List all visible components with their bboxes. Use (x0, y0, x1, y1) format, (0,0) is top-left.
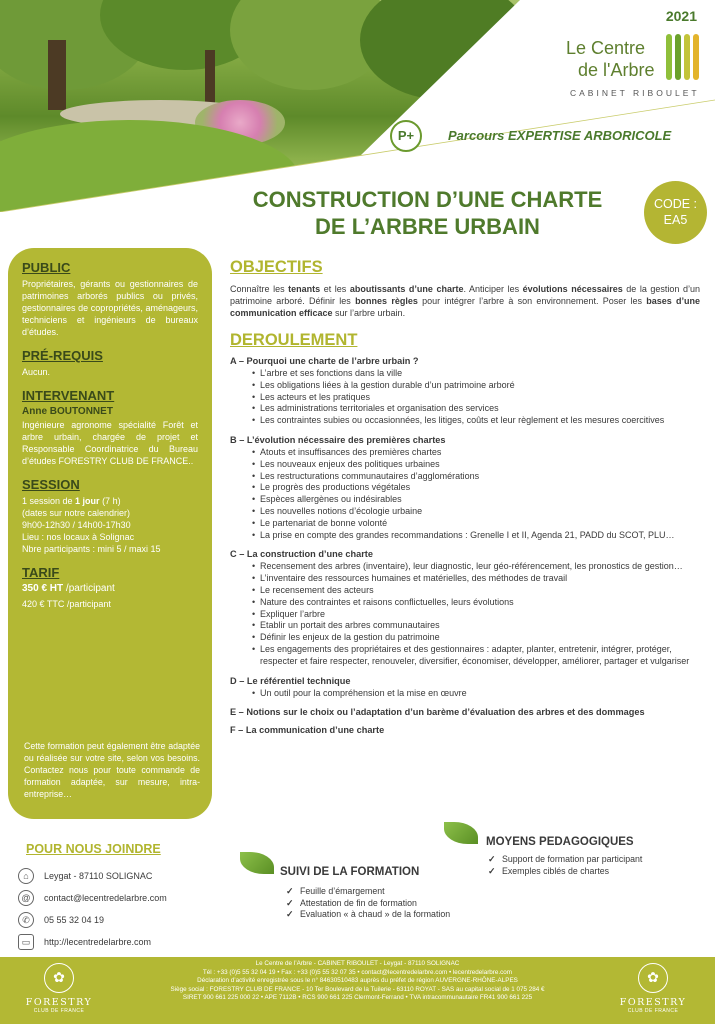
deroulement-section-title: D – Le référentiel technique (230, 675, 351, 686)
title-line2: DE L’ARBRE URBAIN (315, 214, 540, 239)
deroulement-item: • L’arbre et ses fonctions dans la ville (252, 368, 700, 380)
objectifs-text: Connaître les tenants et les aboutissants d’une charte. Anticiper les évolutions nécessaires de la gestion d’un patrimoine arboré. Définir les bonnes règles pour intégrer l’arbre à son environnement. Poser les bases d’une communication efficace sur l’arbre urbain. (230, 284, 701, 318)
contact-web-link[interactable]: http://lecentredelarbre.com (44, 937, 152, 947)
deroulement-list (230, 356, 700, 735)
footer-line: SIRET 900 661 225 000 22 • APE 7112B • RCS 900 661 225 Clermont-Ferrand • TVA intracommunautaire FR41 900 661 225 (182, 994, 533, 1002)
footer-brand-sub: CLUB DE FRANCE (33, 1008, 85, 1014)
deroulement-item: • Les nouveaux enjeux des politiques urbaines (252, 459, 700, 471)
deroulement-item: • La prise en compte des grandes recommandations : Grenelle I et II, Agenda 21, PADD du SCOT, PLU… (252, 530, 700, 542)
deroulement-item: • Les obligations liées à la gestion durable d’un patrimoine arboré (252, 380, 700, 392)
public-heading: PUBLIC (22, 260, 71, 275)
email-icon: @ (18, 890, 34, 906)
logo-line2: de l'Arbre (578, 60, 655, 80)
code-badge (644, 181, 707, 244)
contact-phone[interactable]: 05 55 32 04 19 (44, 915, 105, 925)
deroulement-item: • Le progrès des productions végétales (252, 482, 700, 494)
contact-email-row[interactable] (18, 890, 218, 912)
deroulement-item: • Les administrations territoriales et organisation des services (252, 403, 700, 415)
tarif-heading: TARIF (22, 565, 60, 580)
deroulement-item-list (252, 561, 700, 667)
deroulement-item: • Les contraintes subies ou occasionnées, les litiges, coûts et leur règlement et les mesures coercitives (252, 415, 700, 427)
deroulement-item: • Les restructurations communautaires d’agglomérations (252, 471, 700, 483)
suivi-item: ✓ Attestation de fin de formation (286, 898, 471, 910)
parcours-plus-icon: P+ (390, 120, 422, 152)
footer-line: Le Centre de l’Arbre - CABINET RIBOULET - Leygat - 87110 SOLIGNAC (255, 960, 460, 967)
tree-emblem-icon: ✿ (44, 963, 74, 993)
deroulement-item: • Atouts et insuffisances des premières chartes (252, 447, 700, 459)
deroulement-item: • Les acteurs et les pratiques (252, 392, 700, 404)
footer-line: Siège social : FORESTRY CLUB DE FRANCE - 10 Ter Boulevard de la Tuilerie - 63110 ROYAT - SAS au capital social de 1 075 284 € (170, 985, 545, 993)
session-line1: 1 session de 1 jour (7 h) (22, 496, 121, 506)
year-label: 2021 (665, 8, 697, 24)
deroulement-item: • Les nouvelles notions d’écologie urbaine (252, 506, 700, 518)
header (0, 0, 715, 212)
prereq-text: Aucun. (22, 367, 51, 377)
moyens-list (488, 854, 703, 877)
forestry-logo-right (618, 963, 688, 1014)
session-heading: SESSION (22, 477, 80, 492)
tarif-ttc: 420 € TTC /participant (22, 599, 111, 609)
location-icon: ⌂ (18, 868, 34, 884)
session-line3: 9h00-12h30 / 14h00-17h30 (22, 520, 131, 530)
session-line4: Lieu : nos locaux à Solignac (22, 532, 135, 542)
deroulement-section-title: C – La construction d’une charte (230, 549, 373, 560)
deroulement-section-title: A – Pourquoi une charte de l’arbre urbain ? (230, 356, 419, 366)
deroulement-item: • Nature des contraintes et raisons conflictuelles, leurs évolutions (252, 597, 700, 609)
suivi-list (286, 886, 471, 921)
tree-emblem-icon: ✿ (638, 963, 668, 993)
footer (0, 957, 715, 1024)
deroulement-section-title: F – La communication d’une charte (230, 725, 385, 736)
intervenant-text: Ingénieure agronome spécialité Forêt et arbre urbain, chargée de projet et Responsable Coordinatrice du Bureau d’études FORESTRY CLUB DE FRANCE.. (22, 420, 198, 466)
contact-address: Leygat - 87110 SOLIGNAC (44, 871, 153, 881)
contact-phone-row[interactable] (18, 912, 218, 934)
moyens-item: ✓ Exemples ciblés de chartes (488, 866, 703, 878)
logo-subtitle: CABINET RIBOULET (570, 88, 700, 98)
contact-address-row (18, 868, 218, 890)
deroulement-section-title: E – Notions sur le choix ou l’adaptation d’un barème d’évaluation des arbres et des dommages (230, 707, 645, 718)
centre-arbre-logo (548, 24, 715, 104)
forestry-logo-left (24, 963, 94, 1014)
contact-block (18, 842, 218, 956)
logo-line1: Le Centre (566, 38, 646, 58)
code-value: EA5 (663, 213, 688, 227)
deroulement-item: • Le partenariat de bonne volonté (252, 518, 700, 530)
leaf-icon (240, 852, 274, 874)
page-title (215, 186, 640, 240)
deroulement-item: • Espèces allergènes ou indésirables (252, 494, 700, 506)
parcours-label: Parcours EXPERTISE ARBORICOLE (448, 128, 672, 143)
deroulement-heading: DEROULEMENT (230, 331, 358, 349)
phone-icon: ✆ (18, 912, 34, 928)
code-label: CODE : (653, 197, 698, 211)
web-icon: ▭ (18, 934, 34, 950)
footer-brand-sub: CLUB DE FRANCE (627, 1008, 679, 1014)
objectifs-heading: OBJECTIFS (230, 258, 323, 276)
deroulement-item: • Les engagements des propriétaires et des gestionnaires : adapter, planter, entretenir, intégrer, protéger, respecter et faire respecter, renouveler, diversifier, économiser, développer, améliorer, partager et vulgariser (252, 644, 700, 668)
footer-legal-text (100, 960, 615, 1003)
deroulement-item-list (252, 688, 700, 700)
suivi-heading: SUIVI DE LA FORMATION (280, 866, 420, 878)
suivi-item: ✓ Feuille d’émargement (286, 886, 471, 898)
session-line5: Nbre participants : mini 5 / maxi 15 (22, 544, 161, 554)
footer-line: Déclaration d’activité enregistrée sous le n° 84630510483 auprès du préfet de région AUVERGNE-RHÔNE-ALPES (197, 977, 518, 985)
title-line1: CONSTRUCTION D’UNE CHARTE (252, 187, 603, 212)
info-sidebar (8, 248, 212, 819)
deroulement-section-title: B – L’évolution nécessaire des premières chartes (230, 434, 446, 445)
deroulement-item: • Le recensement des acteurs (252, 585, 700, 597)
tarif-ht: 350 € HT /participant (22, 583, 115, 594)
deroulement-item: • Un outil pour la compréhension et la mise en œuvre (252, 688, 700, 700)
deroulement-item-list (252, 368, 700, 427)
moyens-item: ✓ Support de formation par participant (488, 854, 703, 866)
footer-brand: FORESTRY (25, 997, 93, 1008)
deroulement-item-list (252, 447, 700, 541)
leaf-icon (444, 822, 478, 844)
deroulement-item: • L’inventaire des ressources humaines et matérielles, des méthodes de travail (252, 573, 700, 585)
logo-bars-icon (666, 34, 706, 80)
custom-training-note: Cette formation peut également être adaptée ou réalisée sur votre site, selon vos besoins. Contactez nous pour toute commande de formation adaptée, sur mesure, intra-entreprise… (24, 741, 200, 799)
parcours-banner (390, 118, 710, 152)
footer-brand: FORESTRY (619, 997, 687, 1008)
footer-line: Tél : +33 (0)5 55 32 04 19 • Fax : +33 (0)5 55 32 07 35 • contact@lecentredelarbre.com • lecentredelarbre.com (202, 968, 513, 976)
main-content (230, 258, 700, 743)
session-line2: (dates sur notre calendrier) (22, 508, 131, 518)
contact-web-row[interactable] (18, 934, 218, 956)
deroulement-item: • Etablir un portait des arbres communautaires (252, 620, 700, 632)
deroulement-item: • Définir les enjeux de la gestion du patrimoine (252, 632, 700, 644)
intervenant-heading: INTERVENANT (22, 388, 115, 403)
moyens-heading: MOYENS PEDAGOGIQUES (486, 836, 634, 848)
deroulement-item: • Expliquer l’arbre (252, 609, 700, 621)
public-text: Propriétaires, gérants ou gestionnaires de patrimoines arborés publics ou privés, gestionnaires de copropriétés, aménageurs, techniciens et ingénieurs de bureaux d’études. (22, 279, 198, 337)
contact-heading: POUR NOUS JOINDRE (26, 842, 161, 856)
prereq-heading: PRÉ-REQUIS (22, 348, 103, 363)
deroulement-item: • Recensement des arbres (inventaire), leur diagnostic, leur géo-référencement, les pronostics de gestion… (252, 561, 700, 573)
suivi-item: ✓ Evaluation « à chaud » de la formation (286, 909, 471, 921)
contact-email-link[interactable]: contact@lecentredelarbre.com (44, 893, 167, 903)
intervenant-name: Anne BOUTONNET (22, 406, 113, 417)
